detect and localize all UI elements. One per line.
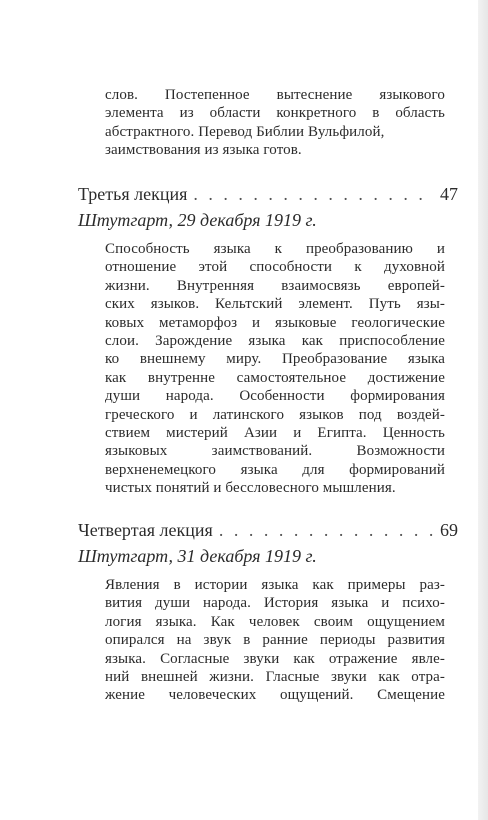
text-line: ко внешнему миру. Преобразование языка bbox=[105, 351, 445, 368]
dot-leader bbox=[193, 184, 434, 205]
text-line: чистых понятий и бессловесного мышления. bbox=[105, 480, 396, 497]
section3-description bbox=[105, 576, 445, 705]
toc-entry-lecture-3 bbox=[78, 184, 458, 205]
text-line: жение человеческих ощущений. Смещение bbox=[105, 687, 445, 704]
text-line: как внутренне самостоятельное достижение bbox=[105, 369, 445, 386]
text-line: элемента из области конкретного в область bbox=[105, 105, 445, 122]
lecture-place-date: Штутгарт, 31 декабря 1919 г. bbox=[78, 546, 317, 566]
page-edge-shadow bbox=[478, 0, 488, 820]
text-line: Явления в истории языка как примеры раз- bbox=[105, 577, 445, 593]
section1-description bbox=[105, 86, 445, 160]
text-line: слов. Постепенное вытеснение языкового bbox=[105, 87, 445, 103]
text-line: жизни. Внутренняя взаимосвязь европей- bbox=[105, 277, 445, 294]
text-line: логия языка. Как человек своим ощущением bbox=[105, 613, 445, 630]
text-line: отношение этой способности к духовной bbox=[105, 259, 445, 276]
text-line: слои. Зарождение языка как приспособление bbox=[105, 333, 445, 350]
page-number: 69 bbox=[440, 520, 458, 540]
toc-entry-lecture-4 bbox=[78, 520, 458, 541]
text-line: заимствования из языка готов. bbox=[105, 142, 302, 159]
text-line: опирался на звук в ранние периоды развития bbox=[105, 632, 445, 649]
text-line: абстрактного. Перевод Библии Вульфилой, bbox=[105, 123, 385, 140]
text-line: языковых заимствований. Возможности bbox=[105, 443, 445, 460]
text-line: ствием мистерий Азии и Египта. Ценность bbox=[105, 425, 445, 442]
page-number: 47 bbox=[440, 184, 458, 204]
text-line: греческого и латинского языков под воздей- bbox=[105, 406, 445, 423]
lecture-place-date: Штутгарт, 29 декабря 1919 г. bbox=[78, 210, 317, 230]
text-line: ских языков. Кельтский элемент. Путь язы- bbox=[105, 296, 445, 313]
text-line: ний внешней жизни. Гласные звуки как отра- bbox=[105, 669, 445, 686]
text-line: ковых метаморфоз и языковые геологические bbox=[105, 314, 445, 331]
text-line: Способность языка к преобразованию и bbox=[105, 241, 445, 257]
text-line: вития души народа. История языка и психо- bbox=[105, 595, 445, 612]
section2-description bbox=[105, 240, 445, 498]
text-line: верхненемецкого языка для формирований bbox=[105, 461, 445, 478]
text-line: души народа. Особенности формирования bbox=[105, 388, 445, 405]
dot-leader bbox=[219, 520, 434, 541]
text-line: языка. Согласные звуки как отражение явле- bbox=[105, 650, 445, 667]
lecture-title: Четвертая лекция bbox=[78, 520, 213, 540]
lecture-title: Третья лекция bbox=[78, 184, 188, 204]
